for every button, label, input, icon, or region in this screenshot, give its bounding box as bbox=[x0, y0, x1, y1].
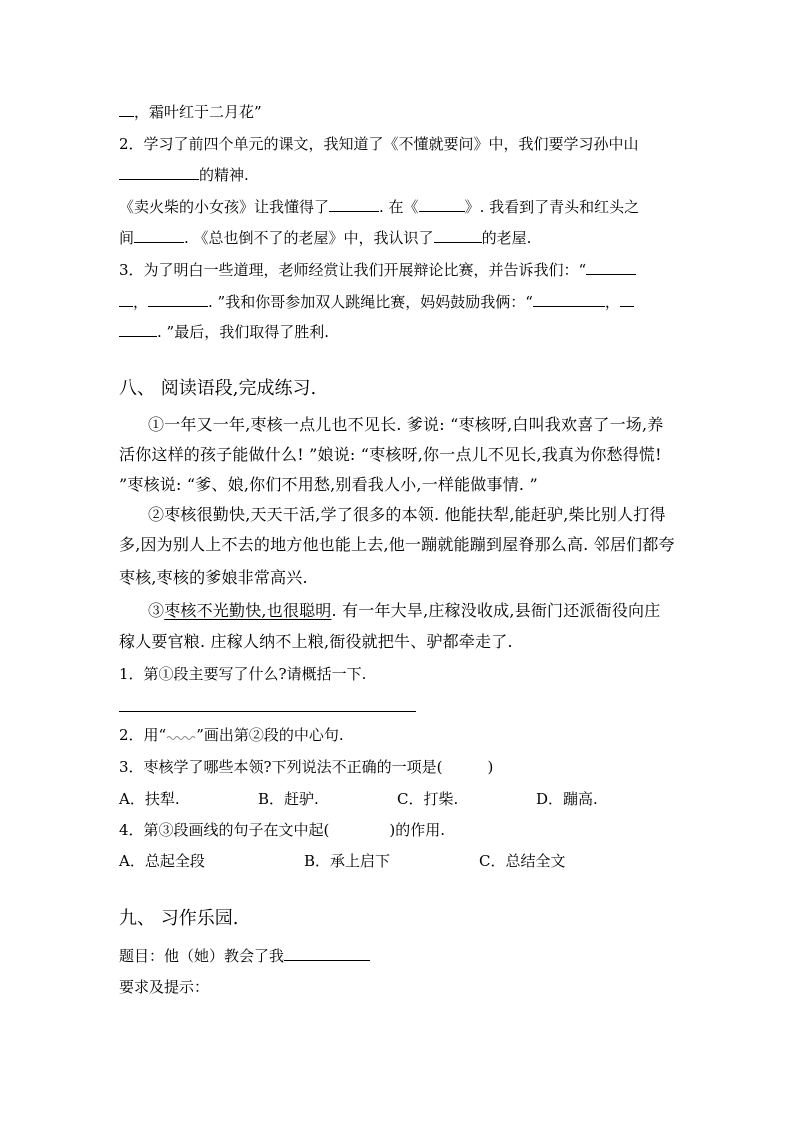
answer-blank[interactable] bbox=[284, 946, 370, 961]
option-b[interactable]: B．赶驴. bbox=[258, 790, 319, 808]
poem-text: ，霜叶红于二月花” bbox=[134, 103, 262, 121]
composition-title bbox=[119, 946, 370, 966]
answer-blank[interactable] bbox=[329, 197, 379, 212]
question-2-line-1: 2．学习了前四个单元的课文，我知道了《不懂就要问》中，我们要学习孙中山 bbox=[119, 135, 639, 153]
reading-question-1: 1．第①段主要写了什么?请概括一下. bbox=[119, 665, 367, 683]
paragraph-2-line-1: ②枣核很勤快,天天干活,学了很多的本领. 他能扶犁,能赶驴,柴比别人打得 bbox=[148, 505, 666, 524]
section-9-heading: 九、 习作乐园. bbox=[119, 908, 239, 929]
answer-blank[interactable] bbox=[119, 292, 133, 307]
question-text: 《卖火柴的小女孩》让我懂得了 bbox=[119, 198, 330, 216]
question-3-line-1 bbox=[119, 260, 636, 280]
option-b[interactable]: B．承上启下 bbox=[304, 852, 391, 870]
question-text: ， bbox=[133, 293, 149, 311]
option-c[interactable]: C．总结全文 bbox=[479, 852, 566, 870]
paragraph-1-line-3: ”枣核说: “爹、娘,你们不用愁,别看我人小,一样能做事情. ” bbox=[119, 475, 538, 494]
paragraph-2-line-3: 枣核,枣核的爹娘非常高兴. bbox=[119, 568, 308, 587]
poem-line bbox=[119, 102, 262, 122]
question-2-line-2 bbox=[119, 165, 249, 185]
answer-blank[interactable] bbox=[148, 292, 208, 307]
option-c[interactable]: C．打柴. bbox=[397, 790, 459, 808]
answer-blank[interactable] bbox=[119, 322, 157, 337]
question-text: 间 bbox=[119, 229, 135, 247]
question-text: 的精神. bbox=[199, 166, 249, 184]
question-3-line-2 bbox=[119, 292, 634, 312]
answer-blank[interactable] bbox=[533, 292, 605, 307]
option-a[interactable]: A．扶犁. bbox=[119, 790, 180, 808]
question-text: . ”我和你哥参加双人跳绳比赛，妈妈鼓励我俩：“ bbox=[208, 293, 533, 311]
question-text: 2．用“ bbox=[119, 726, 167, 744]
answer-line[interactable] bbox=[119, 711, 416, 712]
question-2-line-4 bbox=[119, 228, 531, 248]
answer-blank[interactable] bbox=[419, 197, 465, 212]
question-text: . ”最后，我们取得了胜利. bbox=[157, 323, 329, 341]
paragraph-1-line-2: 活你这样的孩子能做什么! ”娘说: “枣核呀,你一点儿不见长,我真为你愁得慌! bbox=[119, 445, 662, 464]
reading-question-3: 3．枣核学了哪些本领?下列说法不正确的一项是( ) bbox=[119, 758, 494, 776]
question-text: 的老屋. bbox=[481, 229, 532, 247]
paragraph-3-line-2: 稼人要官粮. 庄稼人纳不上粮,衙役就把牛、驴都牵走了. bbox=[119, 632, 513, 651]
question-text: ”画出第②段的中心句. bbox=[196, 726, 344, 744]
answer-blank[interactable] bbox=[134, 228, 184, 243]
option-a[interactable]: A．总起全段 bbox=[119, 852, 205, 870]
answer-blank[interactable] bbox=[434, 228, 482, 243]
question-text: . 《总也倒不了的老屋》中，我认识了 bbox=[184, 229, 434, 247]
question-3-line-3 bbox=[119, 322, 329, 342]
option-d[interactable]: D．蹦高. bbox=[536, 790, 598, 808]
question-2-line-3 bbox=[119, 197, 639, 217]
paragraph-number: ③ bbox=[148, 601, 165, 620]
paragraph-2-line-2: 多,因为别人上不去的地方他也能上去,他一蹦就能蹦到屋脊那么高. 邻居们都夸 bbox=[119, 535, 675, 554]
reading-question-4: 4．第③段画线的句子在文中起( )的作用. bbox=[119, 821, 446, 839]
answer-blank[interactable] bbox=[620, 292, 634, 307]
wavy-line-icon bbox=[166, 731, 196, 741]
paragraph-3-line-1 bbox=[148, 600, 660, 622]
question-text: ， bbox=[604, 293, 620, 311]
section-8-heading: 八、 阅读语段,完成练习. bbox=[119, 378, 317, 399]
answer-blank[interactable] bbox=[119, 165, 199, 180]
question-text: 3．为了明白一些道理，老师经赏让我们开展辩论比赛，并告诉我们：“ bbox=[119, 261, 587, 279]
paragraph-text: . 有一年大旱,庄稼没收成,县衙门还派衙役向庄 bbox=[331, 601, 661, 620]
requirements-label: 要求及提示： bbox=[119, 978, 210, 996]
question-text: 》. 我看到了青头和红头之 bbox=[464, 198, 640, 216]
paragraph-1-line-1: ①一年又一年,枣核一点儿也不见长. 爹说: “枣核呀,白叫我欢喜了一场,养 bbox=[148, 415, 664, 434]
answer-blank[interactable] bbox=[586, 260, 636, 275]
answer-blank[interactable] bbox=[119, 102, 134, 117]
question-text: . 在《 bbox=[379, 198, 419, 216]
reading-question-2 bbox=[119, 725, 344, 745]
composition-title-text: 题目：他（她）教会了我 bbox=[119, 947, 285, 965]
underlined-sentence: 枣核不光勤快,也很聪明 bbox=[164, 601, 332, 620]
